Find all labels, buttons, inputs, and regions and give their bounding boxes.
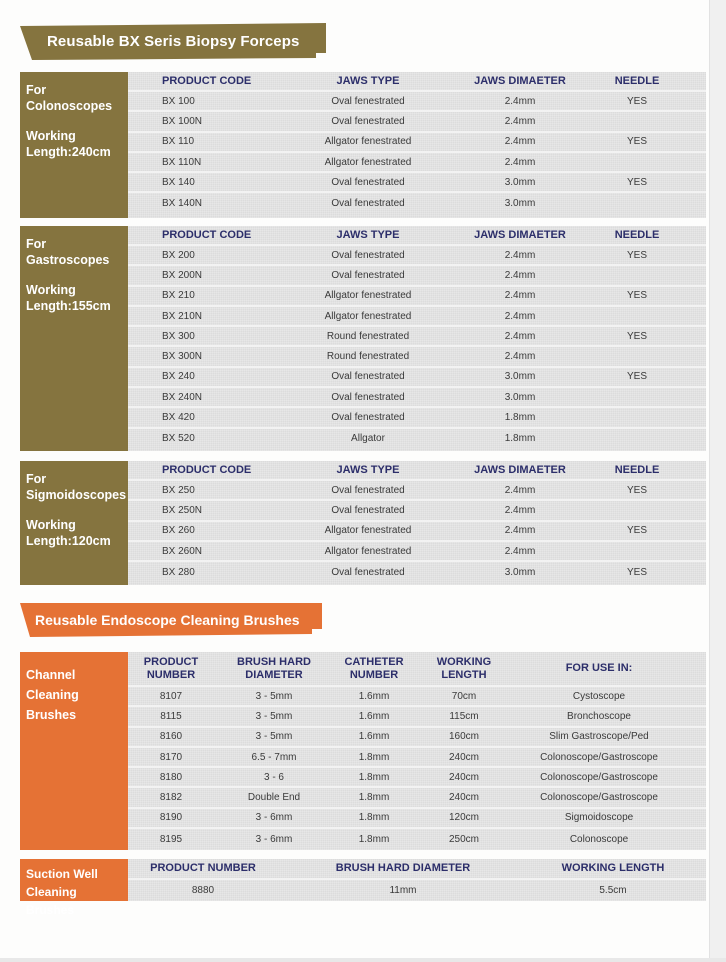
- table-row: [128, 429, 706, 449]
- jaws-diameter-cell: 3.0mm: [504, 198, 536, 210]
- working-length-cell: 120cm: [448, 812, 479, 824]
- forceps-table: [128, 461, 706, 585]
- for-use-in-cell: Colonoscope/Gastroscope: [540, 771, 658, 783]
- brush-hard-diameter-cell: 3 - 5mm: [255, 690, 293, 702]
- suction-well-label: [20, 859, 128, 917]
- jaws-diameter-cell: 2.4mm: [504, 525, 536, 537]
- column-header: PRODUCT CODE: [162, 74, 252, 87]
- channel-cleaning-label: [20, 652, 128, 850]
- product-code-cell: BX 140N: [162, 198, 203, 210]
- product-number-cell: 8195: [159, 833, 183, 845]
- brush-hard-diameter-cell: 6.5 - 7mm: [251, 751, 297, 763]
- channel-cleaning-block: [20, 652, 706, 850]
- table-row: [128, 327, 706, 347]
- page-bottom-edge: [0, 958, 726, 962]
- forceps-table: [128, 72, 706, 218]
- working-length-cell: 5.5cm: [599, 885, 627, 896]
- column-header-line: WORKING: [436, 655, 492, 668]
- needle-cell: YES: [626, 290, 647, 302]
- forceps-section-title: Reusable BX Seris Biopsy Forceps: [47, 33, 300, 50]
- table-row: [128, 133, 706, 153]
- column-header: PRODUCT CODE: [162, 463, 252, 476]
- needle-cell: YES: [626, 249, 647, 261]
- for-use-in-cell: Colonoscope: [569, 833, 629, 845]
- jaws-diameter-cell: 2.4mm: [504, 504, 536, 516]
- table-row: [128, 287, 706, 307]
- jaws-type-cell: Oval fenestrated: [331, 249, 405, 261]
- table-row: [128, 112, 706, 132]
- for-use-in-cell: Slim Gastroscope/Ped: [549, 731, 649, 743]
- column-header-line: PRODUCT: [143, 655, 199, 668]
- column-header-line: NUMBER: [146, 668, 196, 681]
- product-code-cell: BX 250: [162, 484, 195, 496]
- table-row: [128, 788, 706, 808]
- group-label: [20, 461, 128, 585]
- column-header: JAWS DIMAETER: [474, 74, 566, 87]
- table-header-row: [128, 226, 706, 246]
- product-code-cell: BX 260: [162, 525, 195, 537]
- jaws-type-cell: Round fenestrated: [326, 330, 410, 342]
- column-header: WORKING LENGTH: [561, 862, 665, 874]
- table-row: [128, 687, 706, 707]
- product-code-cell: BX 300N: [162, 351, 203, 363]
- for-use-in-cell: Cystoscope: [572, 690, 626, 702]
- working-length-cell: 240cm: [448, 792, 479, 804]
- product-code-cell: BX 210N: [162, 310, 203, 322]
- jaws-type-cell: Oval fenestrated: [331, 269, 405, 281]
- suction-label-line: Suction Well: [26, 867, 98, 881]
- column-header: [514, 662, 684, 675]
- jaws-diameter-cell: 2.4mm: [504, 310, 536, 322]
- needle-cell: YES: [626, 484, 647, 496]
- product-number-cell: 8160: [159, 731, 183, 743]
- jaws-type-cell: Round fenestrated: [326, 351, 410, 363]
- jaws-diameter-cell: 1.8mm: [504, 433, 536, 445]
- suction-label-line: Cleaning Brushes: [26, 885, 77, 917]
- for-use-in-cell: Colonoscope/Gastroscope: [540, 751, 658, 763]
- jaws-diameter-cell: 2.4mm: [504, 269, 536, 281]
- jaws-diameter-cell: 2.4mm: [504, 136, 536, 148]
- product-code-cell: BX 280: [162, 566, 195, 578]
- table-row: [128, 522, 706, 542]
- column-header: NEEDLE: [614, 74, 660, 87]
- jaws-diameter-cell: 2.4mm: [504, 95, 536, 107]
- working-length-cell: 250cm: [448, 833, 479, 845]
- table-row: [128, 748, 706, 768]
- group-label: [20, 226, 128, 451]
- brush-hard-diameter-cell: 3 - 5mm: [255, 731, 293, 743]
- jaws-type-cell: Oval fenestrated: [331, 391, 405, 403]
- table-row: [128, 347, 706, 367]
- working-length-cell: 70cm: [451, 690, 477, 702]
- jaws-diameter-cell: 2.4mm: [504, 115, 536, 127]
- jaws-type-cell: Allgator: [351, 433, 385, 445]
- jaws-diameter-cell: 3.0mm: [504, 371, 536, 383]
- working-length-cell: 160cm: [448, 731, 479, 743]
- brushes-section-title: Reusable Endoscope Cleaning Brushes: [35, 612, 300, 628]
- jaws-type-cell: Allgator fenestrated: [324, 525, 412, 537]
- table-row: [128, 809, 706, 829]
- needle-cell: YES: [626, 371, 647, 383]
- table-row: [128, 193, 706, 213]
- group-label-for: For: [26, 472, 47, 486]
- group-label-for: For: [26, 83, 47, 97]
- jaws-type-cell: Oval fenestrated: [331, 504, 405, 516]
- brushes-section-banner: [20, 603, 322, 637]
- catheter-number-cell: 1.8mm: [358, 812, 390, 824]
- product-number-cell: 8190: [159, 812, 183, 824]
- group-label-working: Working: [26, 129, 76, 143]
- jaws-diameter-cell: 3.0mm: [504, 176, 536, 188]
- column-header: [334, 656, 414, 682]
- jaws-diameter-cell: 3.0mm: [504, 566, 536, 578]
- table-row: [128, 829, 706, 849]
- column-header-line: FOR USE IN:: [565, 662, 633, 674]
- column-header: PRODUCT CODE: [162, 228, 252, 241]
- needle-cell: YES: [626, 176, 647, 188]
- jaws-diameter-cell: 2.4mm: [504, 290, 536, 302]
- brush-hard-diameter-cell: 3 - 6mm: [255, 833, 293, 845]
- jaws-type-cell: Oval fenestrated: [331, 198, 405, 210]
- group-label-length: Length:155cm: [26, 299, 111, 313]
- group-label: [20, 72, 128, 218]
- column-header: [414, 656, 514, 682]
- table-row: [128, 388, 706, 408]
- product-code-cell: BX 240: [162, 371, 195, 383]
- brush-hard-diameter-cell: 3 - 5mm: [255, 710, 293, 722]
- jaws-type-cell: Oval fenestrated: [331, 484, 405, 496]
- working-length-cell: 115cm: [449, 710, 479, 722]
- for-use-in-cell: Sigmoidoscope: [564, 812, 634, 824]
- jaws-type-cell: Oval fenestrated: [331, 566, 405, 578]
- table-row: [128, 153, 706, 173]
- page-edge: [709, 0, 726, 962]
- jaws-diameter-cell: 2.4mm: [504, 330, 536, 342]
- jaws-diameter-cell: 2.4mm: [504, 545, 536, 557]
- for-use-in-cell: Colonoscope/Gastroscope: [540, 792, 658, 804]
- product-number-cell: 8115: [160, 710, 182, 722]
- column-header: JAWS TYPE: [336, 463, 400, 476]
- table-row: [128, 307, 706, 327]
- table-row: [128, 173, 706, 193]
- brush-hard-diameter-cell: 3 - 6: [263, 771, 284, 783]
- table-header-row: [128, 859, 706, 880]
- group-label-gap: [26, 503, 128, 517]
- product-code-cell: BX 260N: [162, 545, 203, 557]
- product-code-cell: BX 420: [162, 412, 195, 424]
- product-number-cell: 8170: [159, 751, 183, 763]
- group-label-length: Length:120cm: [26, 534, 111, 548]
- for-use-in-cell: Bronchoscope: [567, 710, 631, 722]
- table-header-row: [128, 72, 706, 92]
- column-header: PRODUCT NUMBER: [150, 862, 256, 874]
- group-label-working: Working: [26, 518, 76, 532]
- table-header-row: [128, 652, 706, 687]
- table-row: [128, 481, 706, 501]
- jaws-type-cell: Oval fenestrated: [331, 115, 405, 127]
- table-header-row: [128, 461, 706, 481]
- group-label-length: Length:240cm: [26, 145, 111, 159]
- forceps-table: [128, 226, 706, 451]
- column-header: JAWS TYPE: [336, 74, 400, 87]
- jaws-diameter-cell: 2.4mm: [504, 156, 536, 168]
- product-code-cell: BX 300: [162, 330, 195, 342]
- column-header: JAWS DIMAETER: [474, 228, 566, 241]
- group-label-scope: Gastroscopes: [26, 253, 110, 267]
- group-label-working: Working: [26, 283, 76, 297]
- catheter-number-cell: 1.8mm: [358, 771, 390, 783]
- product-code-cell: BX 140: [162, 176, 195, 188]
- product-code-cell: BX 520: [162, 433, 195, 445]
- channel-label-line: Cleaning: [26, 688, 79, 702]
- jaws-type-cell: Allgator fenestrated: [324, 290, 412, 302]
- channel-label-line: Channel: [26, 668, 76, 682]
- needle-cell: YES: [626, 136, 647, 148]
- jaws-diameter-cell: 2.4mm: [504, 351, 536, 363]
- brush-hard-diameter-cell: Double End: [247, 792, 301, 804]
- needle-cell: YES: [626, 330, 647, 342]
- column-header: [128, 656, 214, 682]
- product-code-cell: BX 240N: [162, 391, 203, 403]
- forceps-group-gastroscopes: [20, 226, 706, 451]
- table-row: [128, 880, 706, 901]
- group-label-gap: [26, 268, 128, 282]
- column-header: JAWS TYPE: [336, 228, 400, 241]
- table-row: [128, 368, 706, 388]
- working-length-cell: 240cm: [448, 751, 479, 763]
- product-number-cell: 8182: [159, 792, 183, 804]
- column-header-line: CATHETER: [344, 655, 404, 668]
- group-label-scope: Colonoscopes: [26, 99, 113, 113]
- table-row: [128, 408, 706, 428]
- channel-label-line: Brushes: [26, 708, 77, 722]
- column-header: NEEDLE: [614, 463, 660, 476]
- table-row: [128, 728, 706, 748]
- catheter-number-cell: 1.8mm: [358, 833, 390, 845]
- jaws-type-cell: Allgator fenestrated: [324, 310, 412, 322]
- column-header-line: BRUSH HARD: [237, 655, 311, 668]
- jaws-type-cell: Allgator fenestrated: [324, 545, 412, 557]
- catheter-number-cell: 1.6mm: [358, 731, 390, 743]
- brush-hard-diameter-cell: 3 - 6mm: [255, 812, 293, 824]
- jaws-diameter-cell: 2.4mm: [504, 484, 536, 496]
- forceps-group-colonoscopes: [20, 72, 706, 218]
- column-header: JAWS DIMAETER: [474, 463, 566, 476]
- channel-cleaning-table: [128, 652, 706, 850]
- product-code-cell: BX 250N: [162, 504, 203, 516]
- table-row: [128, 246, 706, 266]
- brush-hard-diameter-cell: 11mm: [389, 885, 417, 896]
- needle-cell: YES: [626, 566, 647, 578]
- forceps-section-banner: [20, 23, 326, 60]
- group-label-scope: Sigmoidoscopes: [26, 488, 127, 502]
- table-row: [128, 768, 706, 788]
- product-code-cell: BX 100N: [162, 115, 203, 127]
- product-number-cell: 8107: [159, 690, 183, 702]
- product-number-cell: 8880: [191, 885, 215, 896]
- product-code-cell: BX 110: [162, 136, 195, 148]
- jaws-diameter-cell: 1.8mm: [504, 412, 536, 424]
- product-code-cell: BX 210: [162, 290, 195, 302]
- product-code-cell: BX 100: [162, 95, 195, 107]
- jaws-diameter-cell: 3.0mm: [504, 391, 536, 403]
- catheter-number-cell: 1.8mm: [358, 751, 390, 763]
- jaws-type-cell: Oval fenestrated: [331, 95, 405, 107]
- column-header: [214, 656, 334, 682]
- jaws-type-cell: Oval fenestrated: [331, 371, 405, 383]
- suction-well-table: [128, 859, 706, 901]
- jaws-diameter-cell: 2.4mm: [504, 249, 536, 261]
- column-header: BRUSH HARD DIAMETER: [335, 862, 471, 874]
- table-row: [128, 707, 706, 727]
- catheter-number-cell: 1.6mm: [358, 710, 390, 722]
- jaws-type-cell: Oval fenestrated: [331, 412, 405, 424]
- column-header-line: NUMBER: [349, 668, 399, 681]
- table-row: [128, 501, 706, 521]
- product-code-cell: BX 200: [162, 249, 195, 261]
- table-row: [128, 266, 706, 286]
- forceps-group-sigmoidoscopes: [20, 461, 706, 585]
- table-row: [128, 92, 706, 112]
- column-header: NEEDLE: [614, 228, 660, 241]
- product-number-cell: 8180: [159, 771, 183, 783]
- needle-cell: YES: [626, 95, 647, 107]
- catheter-number-cell: 1.8mm: [358, 792, 390, 804]
- jaws-type-cell: Allgator fenestrated: [324, 156, 412, 168]
- group-label-gap: [26, 114, 128, 128]
- needle-cell: YES: [626, 525, 647, 537]
- column-header-line: LENGTH: [441, 668, 487, 681]
- jaws-type-cell: Allgator fenestrated: [324, 136, 412, 148]
- table-row: [128, 542, 706, 562]
- product-code-cell: BX 200N: [162, 269, 203, 281]
- table-row: [128, 562, 706, 582]
- product-code-cell: BX 110N: [162, 156, 202, 168]
- working-length-cell: 240cm: [448, 771, 479, 783]
- catheter-number-cell: 1.6mm: [358, 690, 390, 702]
- group-label-for: For: [26, 237, 47, 251]
- jaws-type-cell: Oval fenestrated: [331, 176, 405, 188]
- suction-well-block: [20, 859, 706, 917]
- column-header-line: DIAMETER: [245, 668, 303, 681]
